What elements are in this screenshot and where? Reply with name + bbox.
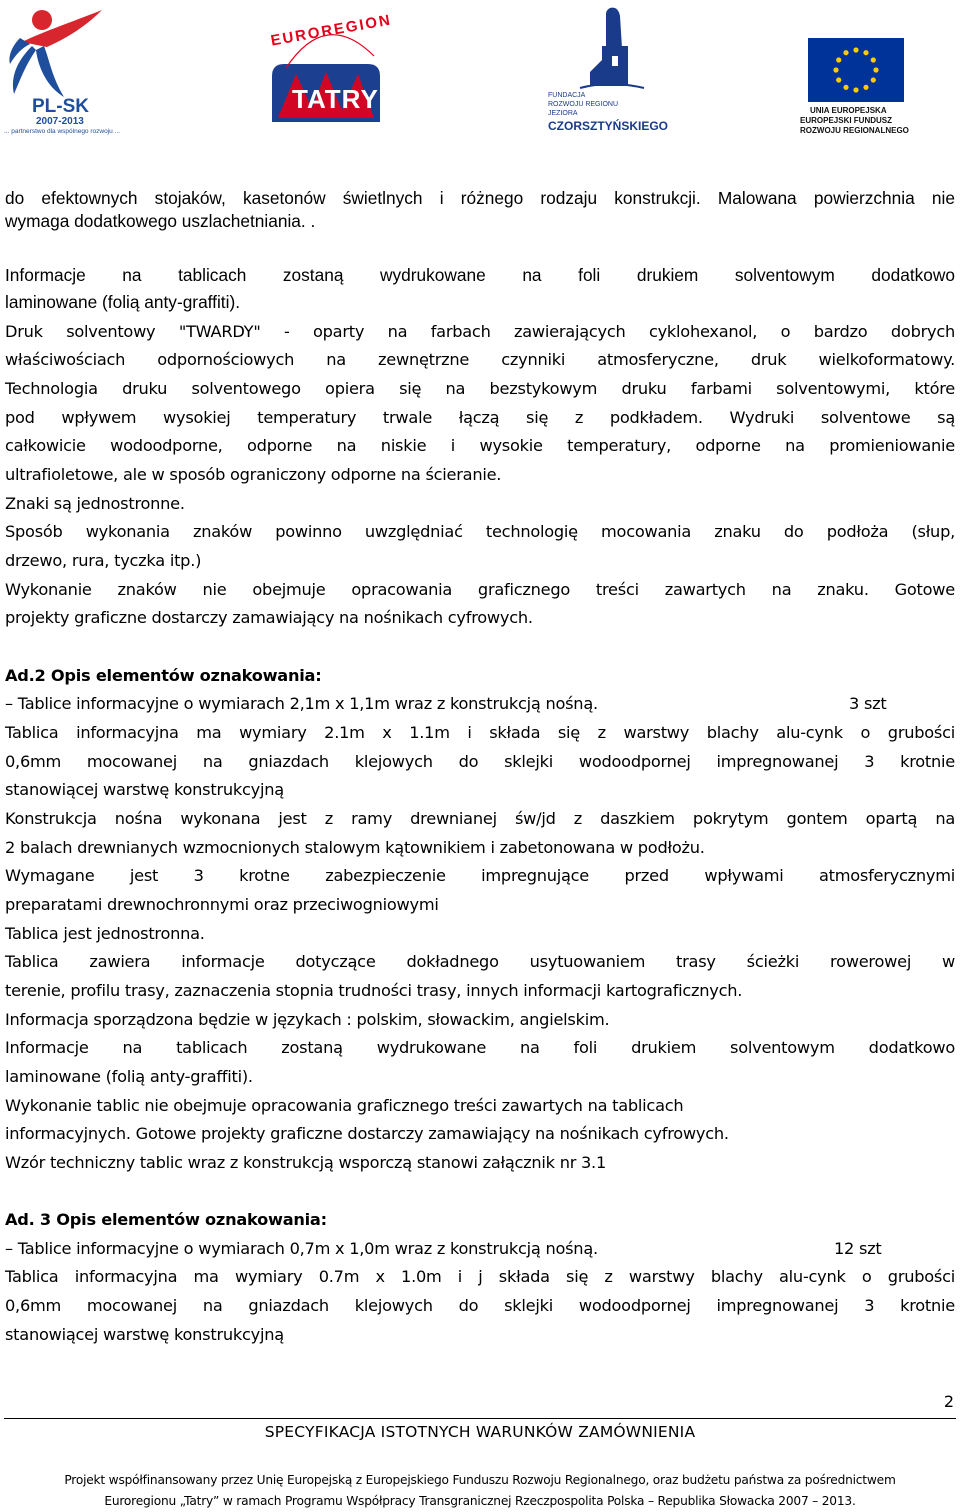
fundacja-line4: CZORSZTYŃSKIEGO xyxy=(548,119,669,133)
ad2-line-6: Wymagane jest 3 krotne zabezpieczenie impregnujące przed wpływami atmosferycznymi xyxy=(5,866,955,885)
body-line-7: Technologia druku solventowego opiera się na bezstykowym druku farbami solventowymi, które xyxy=(5,379,955,398)
body-line-1: do efektownych stojaków, kasetonów świetlnych i różnego rodzaju konstrukcji. Malowana powierzchnia nie xyxy=(5,188,955,208)
plsk-name: PL-SK xyxy=(32,96,89,117)
fundacja-logo xyxy=(540,2,669,137)
body-line-12: Sposób wykonania znaków powinno uwzględniać technologię mocowania znaku do podłoża (słup, xyxy=(5,522,955,541)
body-line-5: Druk solventowy "TWARDY" - oparty na farbach zawierających cyklohexanol, o bardzo dobrych xyxy=(5,322,955,341)
footer-title: SPECYFIKACJA ISTOTNYCH WARUNKÓW ZAMÓWNIENIA xyxy=(264,1423,696,1441)
ad2-item xyxy=(5,691,955,717)
ad2-line-16: Wzór techniczny tablic wraz z konstrukcją wsporczą stanowi załącznik nr 3.1 xyxy=(5,1153,607,1172)
plsk-logo xyxy=(2,2,120,137)
eu-line3: ROZWOJU REGIONALNEGO xyxy=(800,126,909,135)
ad2-line-13: laminowane (folią anty-graffiti). xyxy=(5,1067,253,1086)
ad3-item-text: – Tablice informacyjne o wymiarach 0,7m x 1,0m wraz z konstrukcją nośną. xyxy=(5,1239,598,1258)
ad2-line-9: Tablica zawiera informacje dotyczące dokładnego usytuowaniem trasy ścieżki rowerowej w xyxy=(5,952,955,971)
eu-line2: EUROPEJSKI FUNDUSZ xyxy=(800,116,893,125)
ad2-line-7: preparatami drewnochronnymi oraz przeciwogniowymi xyxy=(5,895,439,914)
fundacja-line1: FUNDACJA xyxy=(548,92,586,99)
body-line-6: właściwościach odpornościowych na zewnętrzne czynniki atmosferyczne, druk wielkoformatowy. xyxy=(5,350,955,369)
body-line-8: pod wpływem wysokiej temperatury trwale łączą się z podkładem. Wydruki solventowe są xyxy=(5,408,955,427)
eu-logo xyxy=(800,38,910,138)
ad2-line-12: Informacje na tablicach zostaną wydrukowane na foli drukiem solventowym dodatkowo xyxy=(5,1038,955,1057)
ad3-line-1: Tablica informacyjna ma wymiary 0.7m x 1.0m i j składa się z warstwy blachy alu-cynk o grubości xyxy=(5,1267,955,1286)
ad2-line-2: 0,6mm mocowanej na gniazdach klejowych do sklejki wodoodpornej impregnowanej 3 krotnie xyxy=(5,752,955,771)
eu-flag-icon xyxy=(808,38,904,102)
ad2-line-8: Tablica jest jednostronna. xyxy=(5,924,205,943)
body-line-2: wymaga dodatkowego uszlachetniania. . xyxy=(5,211,316,231)
ad3-heading: Ad. 3 Opis elementów oznakowania: xyxy=(5,1210,327,1229)
body-line-9: całkowicie wodoodporne, odporne na niskie i wysokie temperatury, odporne na promieniowanie xyxy=(5,436,955,455)
ad2-heading: Ad.2 Opis elementów oznakowania: xyxy=(5,666,322,685)
header-logos xyxy=(0,0,960,150)
fundacja-line3: JEZIORA xyxy=(548,110,578,117)
page-number: 2 xyxy=(943,1392,954,1411)
body-line-3: Informacje na tablicach zostaną wydrukowane na foli drukiem solventowym dodatkowo xyxy=(5,265,955,285)
body-line-14: Wykonanie znaków nie obejmuje opracowania graficznego treści zawartych na znaku. Gotowe xyxy=(5,580,955,599)
ad2-quantity: 3 szt xyxy=(849,694,887,713)
ad3-quantity: 12 szt xyxy=(834,1239,882,1258)
body-line-10: ultrafioletowe, ale w sposób ograniczony odporne na ścieranie. xyxy=(5,465,502,484)
footer-line-2: Euroregionu „Tatry” w ramach Programu Współpracy Transgranicznej Rzeczpospolita Polska – Republika Słowacka 2007 – 2013. xyxy=(104,1494,856,1508)
ad2-line-1: Tablica informacyjna ma wymiary 2.1m x 1.1m i składa się z warstwy blachy alu-cynk o grubości xyxy=(5,723,955,742)
plsk-figure-icon xyxy=(2,2,112,102)
body-line-11: Znaki są jednostronne. xyxy=(5,494,185,513)
ad2-line-5: 2 balach drewnianych wzmocnionych stalowym kątownikiem i zabetonowana w podłożu. xyxy=(5,838,705,857)
euroregion-tatry-logo xyxy=(262,11,394,130)
body-line-4: laminowane (folią anty-graffiti). xyxy=(5,292,241,312)
ad2-line-4: Konstrukcja nośna wykonana jest z ramy drewnianej św/jd z daszkiem pokrytym gontem opartą na xyxy=(5,809,955,828)
fundacja-tower-icon xyxy=(540,2,665,92)
body-line-15: projekty graficzne dostarczy zamawiający na nośnikach cyfrowych. xyxy=(5,608,533,627)
plsk-years: 2007-2013 xyxy=(36,116,84,127)
ad2-line-11: Informacja sporządzona będzie w językach : polskim, słowackim, angielskim. xyxy=(5,1010,610,1029)
ad2-line-14: Wykonanie tablic nie obejmuje opracowania graficznego treści zawartych na tablicach xyxy=(5,1096,684,1115)
plsk-tagline: ... partnerstwo dla wspólnego rozwoju ... xyxy=(4,128,120,135)
tatry-arc-text: EUROREGION xyxy=(269,11,394,50)
ad3-line-2: 0,6mm mocowanej na gniazdach klejowych do sklejki wodoodpornej impregnowanej 3 krotnie xyxy=(5,1296,955,1315)
ad2-line-10: terenie, profilu trasy, zaznaczenia stopnia trudności trasy, innych informacji kartograficznych. xyxy=(5,981,743,1000)
ad2-item-text: – Tablice informacyjne o wymiarach 2,1m x 1,1m wraz z konstrukcją nośną. xyxy=(5,694,598,713)
ad2-line-3: stanowiącej warstwę konstrukcyjną xyxy=(5,780,284,799)
ad3-line-3: stanowiącej warstwę konstrukcyjną xyxy=(5,1325,284,1344)
tatry-word: TATRY xyxy=(292,84,379,114)
footer-line-1: Projekt współfinansowany przez Unię Europejską z Europejskiego Funduszu Rozwoju Regionalnego, oraz budżetu państwa za pośrednictwem xyxy=(64,1473,896,1487)
footer-divider xyxy=(4,1418,956,1419)
ad2-line-15: informacyjnych. Gotowe projekty graficzne dostarczy zamawiający na nośnikach cyfrowych. xyxy=(5,1124,729,1143)
fundacja-line2: ROZWOJU REGIONU xyxy=(548,101,618,108)
body-line-13: drzewo, rura, tyczka itp.) xyxy=(5,551,202,570)
ad3-item xyxy=(5,1236,955,1262)
eu-line1: UNIA EUROPEJSKA xyxy=(810,106,887,115)
